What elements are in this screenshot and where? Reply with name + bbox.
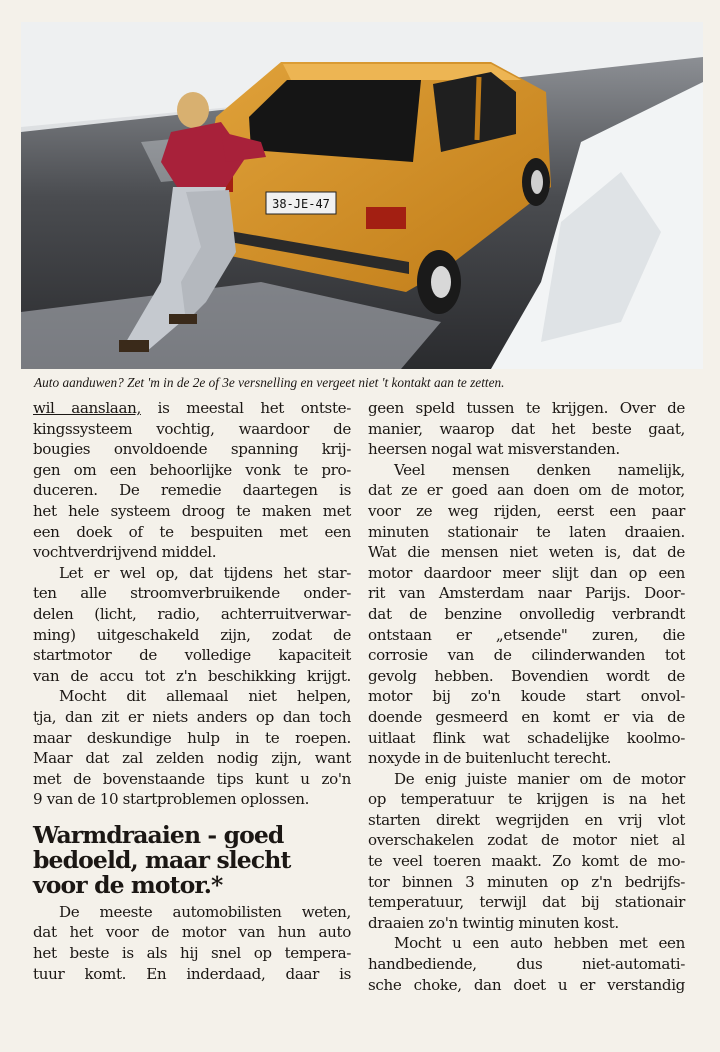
text-line: dat de benzine onvolledig verbrandt <box>368 604 685 623</box>
car-push-photo <box>21 22 703 369</box>
text-line: draaien zo'n twintig minuten kost. <box>368 913 619 932</box>
heading-line: Warmdraaien - goed <box>33 820 284 849</box>
text-line: geen speld tussen te krijgen. Over de <box>368 399 685 417</box>
text-line: gen om een behoorlijke vonk te pro- <box>33 460 351 479</box>
text-line: ten alle stroomverbruikende onder- <box>33 584 351 603</box>
text-line: corrosie van de cilinderwanden tot <box>368 646 685 665</box>
text-line: Mocht dit allemaal niet helpen, <box>59 687 351 706</box>
text-line: ontstaan er „etsende" zuren, die <box>368 625 685 644</box>
text-line <box>33 398 351 419</box>
text-line: sche choke, dan doet u er verstandig <box>368 975 685 994</box>
left-column <box>33 398 351 984</box>
text-line: heersen nogal wat misverstanden. <box>368 440 620 459</box>
text-line: uitlaat flink wat schadelijke koolmo- <box>368 728 685 747</box>
text-line: maar deskundige hulp in te roepen. <box>33 728 351 747</box>
text-line: op temperatuur te krijgen is na het <box>368 790 685 809</box>
text-line: De meeste automobilisten weten, <box>59 902 351 921</box>
text-line: rit van Amsterdam naar Parijs. Door- <box>368 584 685 603</box>
heading-line: voor de motor.* <box>33 870 223 899</box>
text-line: Mocht u een auto hebben met een <box>394 934 685 953</box>
text-line: tor binnen 3 minuten op z'n bedrijfs- <box>368 872 685 891</box>
right-column <box>368 398 685 995</box>
text-line: het hele systeem droog te maken met <box>33 501 351 520</box>
text-line: Wat die mensen niet weten is, dat de <box>368 543 685 562</box>
text-line: duceren. De remedie daartegen is <box>33 481 351 500</box>
text-line: overschakelen zodat de motor niet al <box>368 831 685 850</box>
text-line: vochtverdrijvend middel. <box>33 543 217 562</box>
text-line: handbediende, dus niet-automati- <box>368 955 685 974</box>
text-line: met de bovenstaande tips kunt u zo'n <box>33 769 351 788</box>
underlined-phrase: wil aanslaan, <box>33 399 141 417</box>
text-line-rest: is meestal het ontste- <box>140 399 352 417</box>
text-line: motor daardoor meer slijt dan op een <box>368 563 685 582</box>
text-line: De enig juiste manier om de motor <box>394 769 685 788</box>
text-line: delen (licht, radio, achterruitverwar- <box>33 604 351 623</box>
text-line: voor ze weg rijden, eerst een paar <box>368 501 685 520</box>
photo-caption: Auto aanduwen? Zet 'm in de 2e of 3e versnelling en vergeet niet 't kontakt aan te zetten. <box>34 375 505 390</box>
license-plate: 38-JE-47 <box>272 197 330 211</box>
text-line: ming) uitgeschakeld zijn, zodat de <box>33 625 351 644</box>
text-line: een doek of te bespuiten met een <box>33 522 351 541</box>
text-line: van de accu tot z'n beschikking krijgt. <box>33 666 351 685</box>
text-line: dat ze er goed aan doen om de motor, <box>368 481 685 500</box>
text-line: starten direkt wegrijden en vrij vlot <box>368 810 685 829</box>
heading-line: bedoeld, maar slecht <box>33 845 291 874</box>
text-line: temperatuur, terwijl dat bij stationair <box>368 893 685 912</box>
text-line: Maar dat zal zelden nodig zijn, want <box>33 749 351 768</box>
text-line: dat het voor de motor van hun auto <box>33 923 351 942</box>
text-line: minuten stationair te laten draaien. <box>368 522 685 541</box>
text-line: startmotor de volledige kapaciteit <box>33 646 351 665</box>
text-line: kingssysteem vochtig, waardoor de <box>33 419 351 438</box>
text-line: het beste is als hij snel op tempera- <box>33 944 351 963</box>
text-line: manier, waarop dat het beste gaat, <box>368 419 685 438</box>
text-line: doende gesmeerd en komt er via de <box>368 707 685 726</box>
text-line: te veel toeren maakt. Zo komt de mo- <box>368 852 685 871</box>
text-line: Let er wel op, dat tijdens het star- <box>59 563 351 582</box>
text-line: tja, dan zit er niets anders op dan toch <box>33 707 351 726</box>
text-line: gevolg hebben. Bovendien wordt de <box>368 666 685 685</box>
text-line: motor bij zo'n koude start onvol- <box>368 687 685 706</box>
text-line: tuur komt. En inderdaad, daar is <box>33 964 351 983</box>
text-line: noxyde in de buitenlucht terecht. <box>368 749 612 768</box>
text-line: bougies onvoldoende spanning krij- <box>33 440 351 459</box>
section-heading <box>33 820 351 899</box>
text-line: 9 van de 10 startproblemen oplossen. <box>33 790 310 809</box>
text-line: Veel mensen denken namelijk, <box>394 460 685 479</box>
